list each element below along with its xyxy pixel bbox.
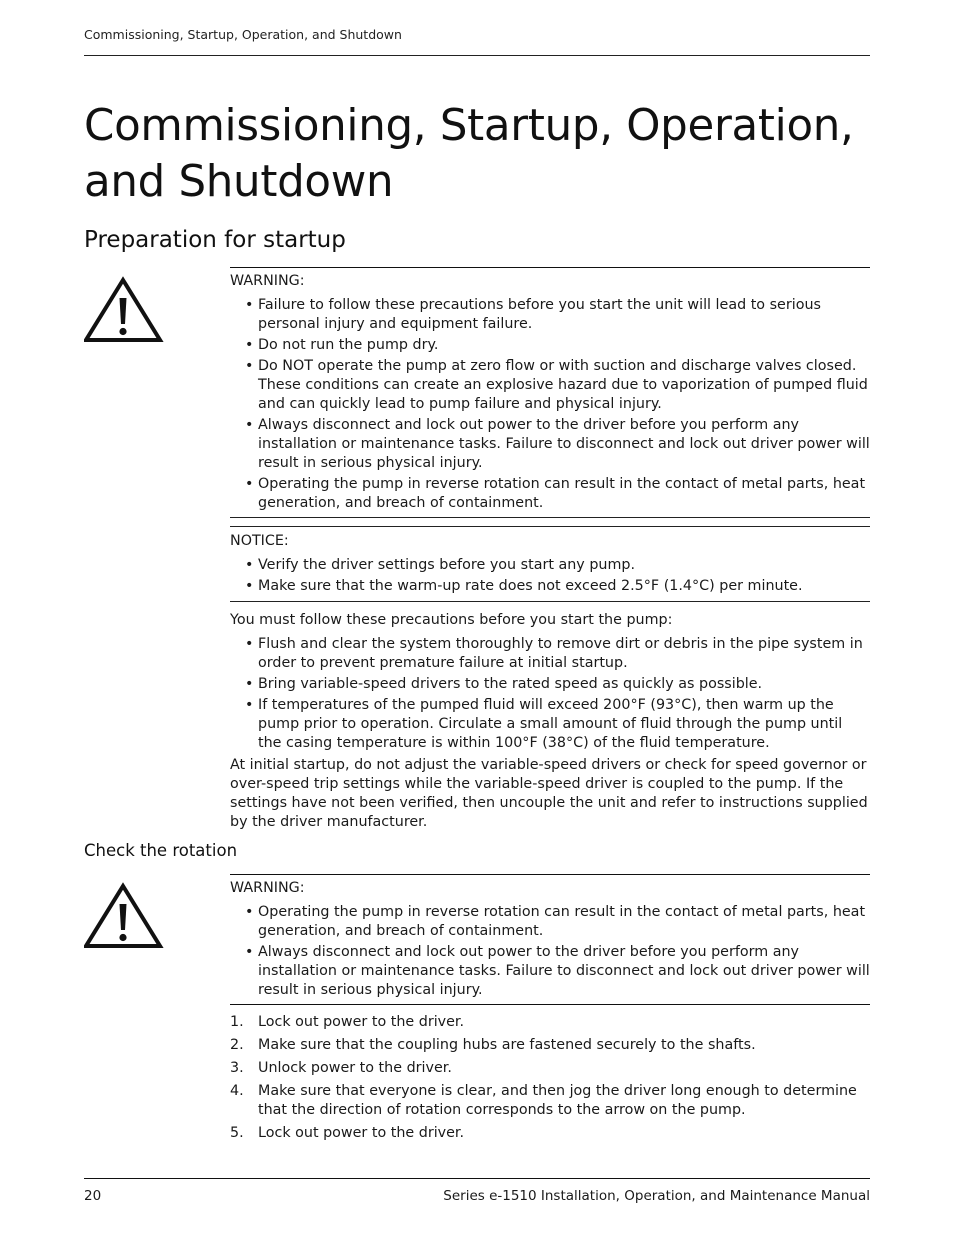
warning-item: • Failure to follow these precautions before you start the unit will lead to serious personal injury and equipment failure. xyxy=(230,296,870,334)
warning-bottom-rule xyxy=(230,517,870,518)
warning-item: • Do NOT operate the pump at zero flow or with suction and discharge valves closed. These conditions can create an explosive hazard due to vaporization of pumped fluid and can quickly lead to pump failure and physical injury. xyxy=(230,357,870,414)
warning-item: • Operating the pump in reverse rotation can result in the contact of metal parts, heat generation, and breach of containment. xyxy=(230,475,870,513)
warning-triangle-icon xyxy=(84,882,164,950)
rotation-warning-item: • Always disconnect and lock out power to the driver before you perform any installation or maintenance tasks. Failure to disconnect and lock out driver power will result in serious physical injury. xyxy=(230,943,870,1000)
rotation-warning-block xyxy=(230,879,870,1002)
rotation-warning-bottom-rule xyxy=(230,1004,870,1005)
precautions-intro: You must follow these precautions before you start the pump: xyxy=(230,612,673,628)
step-item: 2. Make sure that the coupling hubs are fastened securely to the shafts. xyxy=(230,1037,756,1053)
running-header: Commissioning, Startup, Operation, and Shutdown xyxy=(84,27,402,42)
precaution-item: • Bring variable-speed drivers to the rated speed as quickly as possible. xyxy=(230,675,870,694)
precaution-item: • If temperatures of the pumped fluid will exceed 200°F (93°C), then warm up the pump prior to operation. Circulate a small amount of fluid through the pump until the casing temperature is within 100°F (38°C) of the fluid temperature. xyxy=(230,696,870,753)
rotation-warning-list xyxy=(230,903,870,1000)
notice-item: • Make sure that the warm-up rate does not exceed 2.5°F (1.4°C) per minute. xyxy=(230,577,870,596)
rotation-warning-item: • Operating the pump in reverse rotation can result in the contact of metal parts, heat generation, and breach of containment. xyxy=(230,903,870,941)
manual-title: Series e-1510 Installation, Operation, and Maintenance Manual xyxy=(443,1188,870,1204)
rotation-warning-label: WARNING: xyxy=(230,880,305,896)
rotation-warning-top-rule xyxy=(230,874,870,875)
warning-block xyxy=(230,272,870,515)
rotation-steps-block xyxy=(230,1013,870,1147)
precautions-block xyxy=(230,611,870,755)
notice-top-rule xyxy=(230,526,870,527)
step-item: 4. Make sure that everyone is clear, and then jog the driver long enough to determine that the direction of rotation corresponds to the arrow on the pump. xyxy=(230,1083,857,1118)
warning-triangle-icon xyxy=(84,276,164,344)
subsection-heading: Check the rotation xyxy=(84,841,238,860)
initial-startup-text: At initial startup, do not adjust the variable-speed drivers or check for speed governor or over-speed trip settings while the variable-speed driver is coupled to the pump. If the settings have not been verified, then uncouple the unit and refer to instructions supplied by the driver manufacturer. xyxy=(230,757,868,830)
notice-item: • Verify the driver settings before you start any pump. xyxy=(230,556,870,575)
warning-item: • Do not run the pump dry. xyxy=(230,336,870,355)
notice-list xyxy=(230,556,870,596)
section-heading: Preparation for startup xyxy=(84,227,346,253)
warning-list xyxy=(230,296,870,513)
warning-top-rule xyxy=(230,267,870,268)
step-item: 1. Lock out power to the driver. xyxy=(230,1014,465,1030)
footer-divider xyxy=(84,1178,870,1179)
precaution-item: • Flush and clear the system thoroughly to remove dirt or debris in the pipe system in order to prevent premature failure at initial startup. xyxy=(230,635,870,673)
step-item: 5. Lock out power to the driver. xyxy=(230,1125,465,1141)
rotation-steps xyxy=(230,1013,870,1143)
page-number: 20 xyxy=(84,1188,102,1204)
precautions-list xyxy=(230,635,870,753)
warning-label: WARNING: xyxy=(230,273,305,289)
notice-bottom-rule xyxy=(230,601,870,602)
page-title: Commissioning, Startup, Operation, and Shutdown xyxy=(84,101,854,207)
warning-item: • Always disconnect and lock out power to the driver before you perform any installation or maintenance tasks. Failure to disconnect and lock out driver power will result in serious physical injury. xyxy=(230,416,870,473)
notice-block xyxy=(230,532,870,598)
header-divider xyxy=(84,55,870,56)
notice-label: NOTICE: xyxy=(230,533,289,549)
initial-startup-note xyxy=(230,756,870,832)
step-item: 3. Unlock power to the driver. xyxy=(230,1060,452,1076)
